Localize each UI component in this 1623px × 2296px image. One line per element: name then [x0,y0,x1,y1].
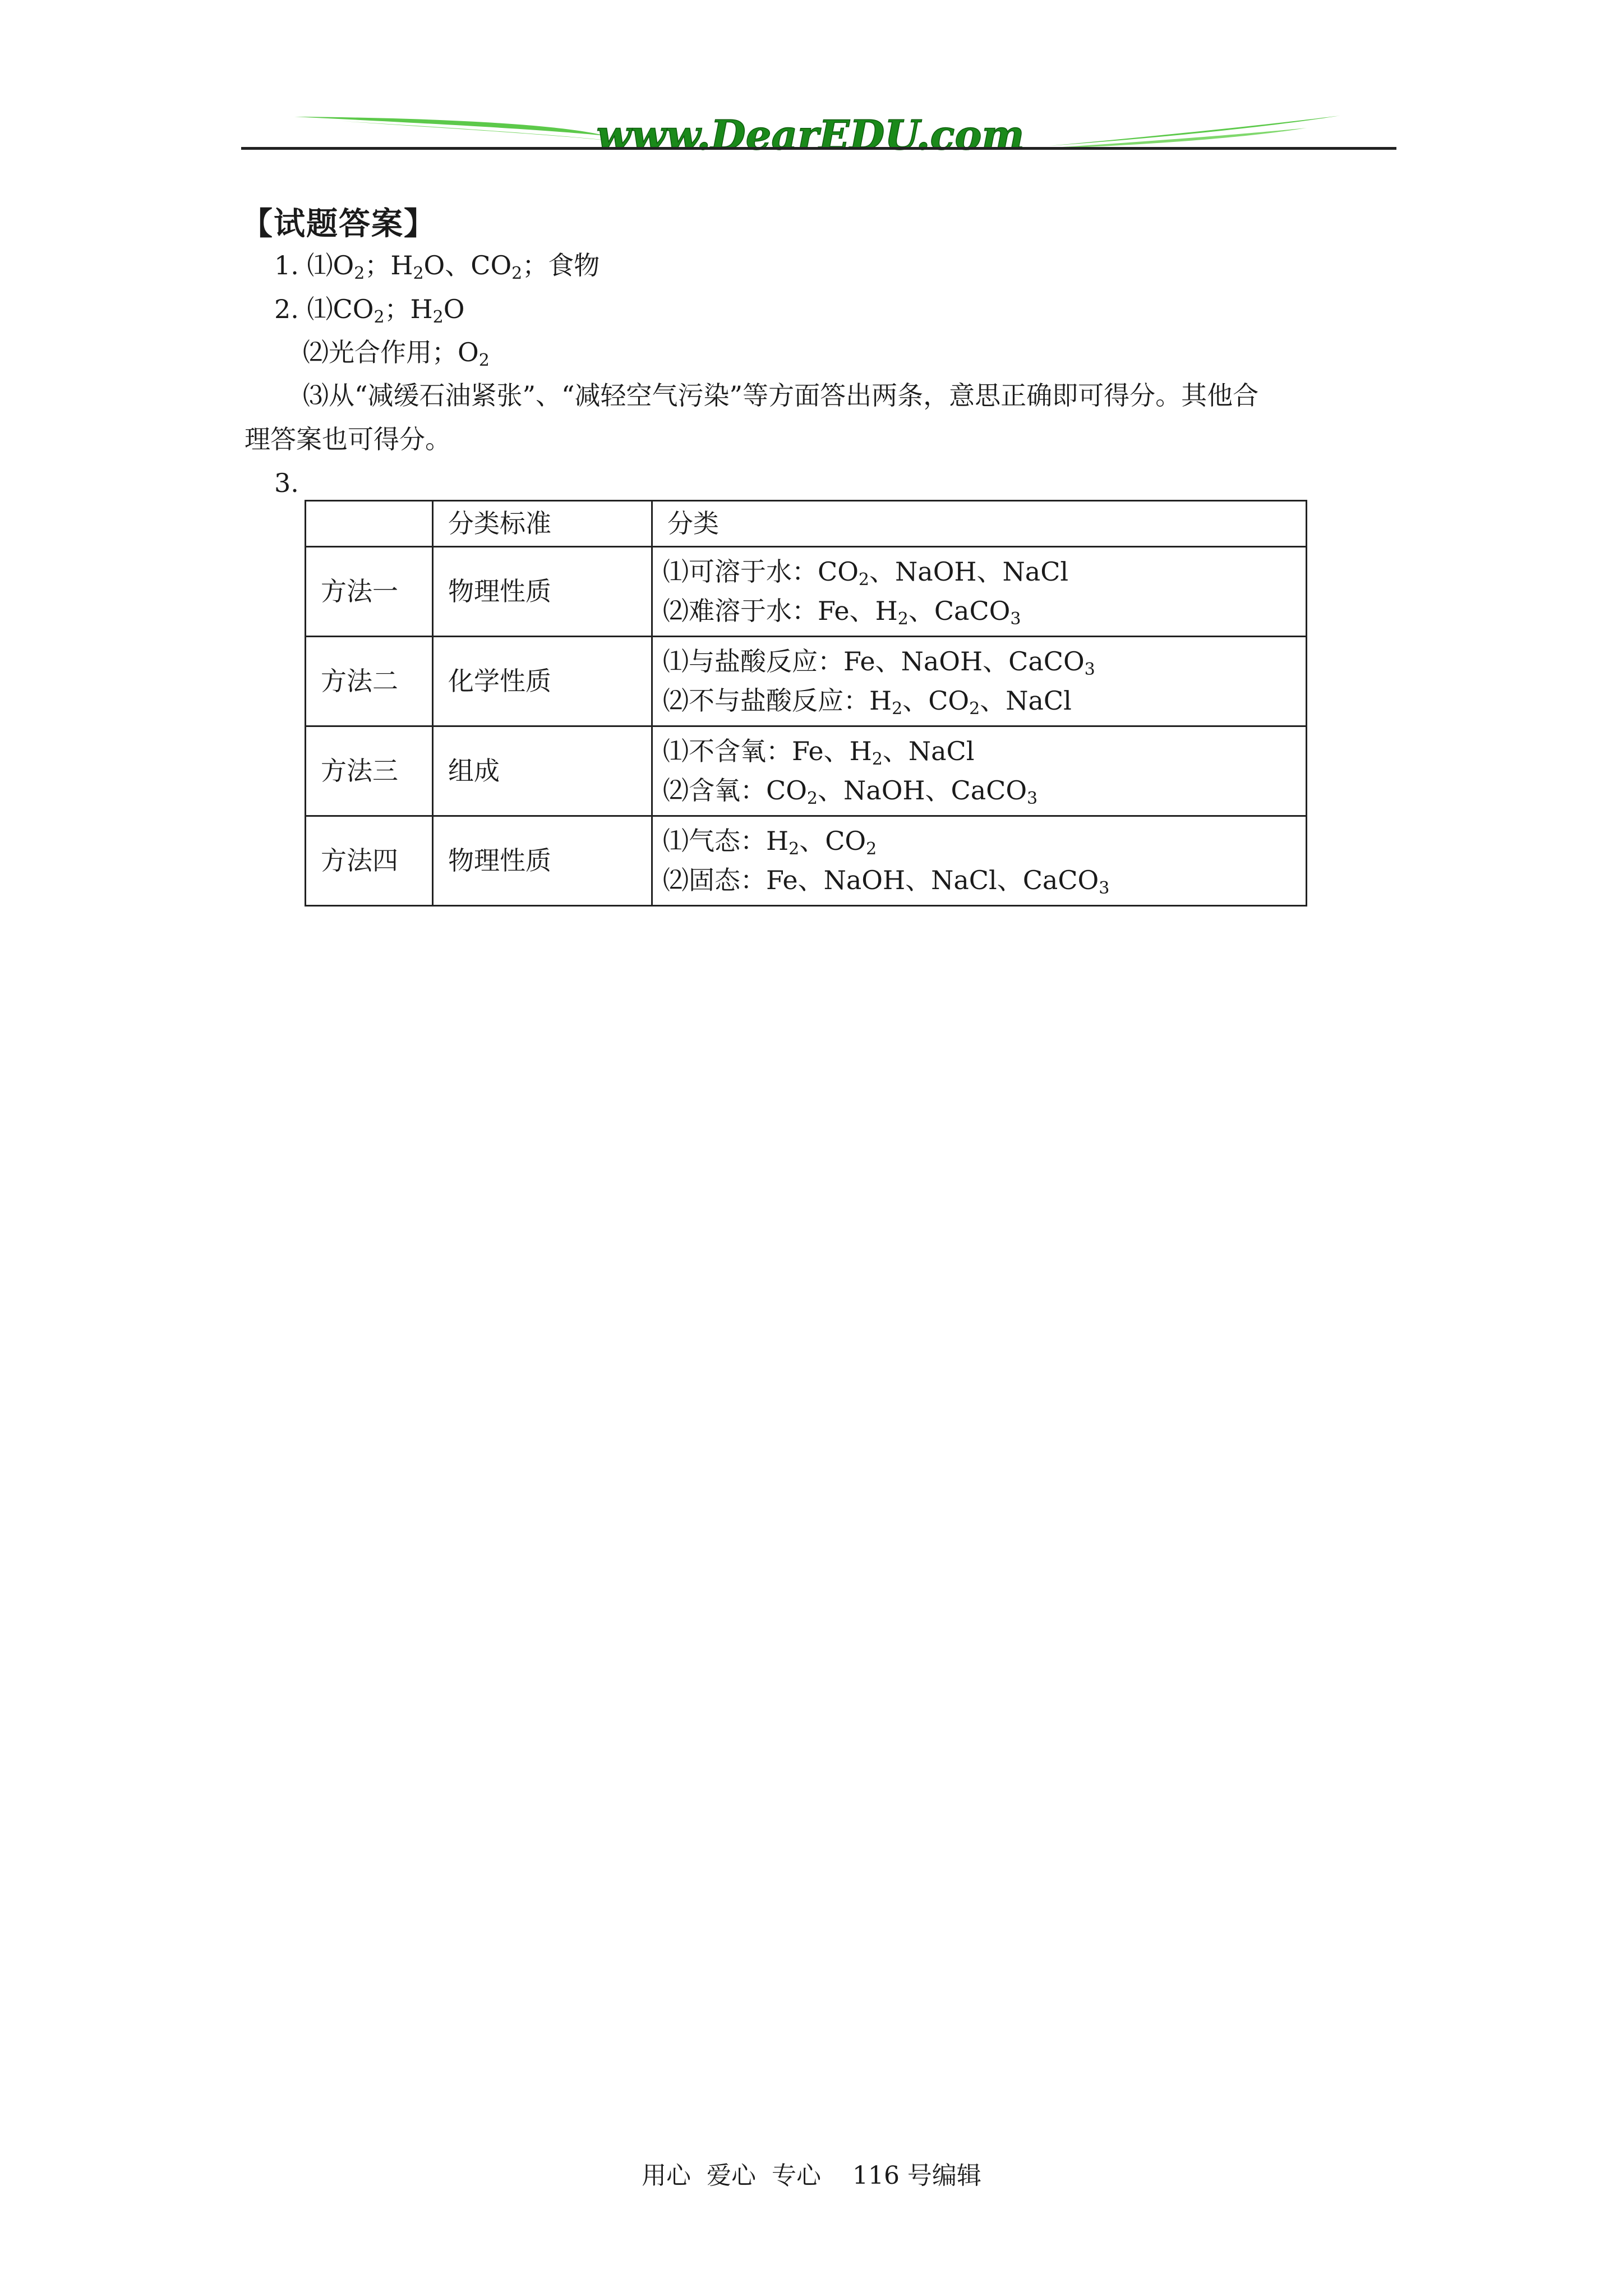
table-header-cell [306,501,433,547]
category-cell [652,816,1307,906]
category-line: ⑵不与盐酸反应：$H_2$、$CO_2$、NaCl [663,685,1072,719]
answer-2-part-3-line-1: ⑶从“减缓石油紧张”、“减轻空气污染”等方面答出两条，意思正确即可得分。其他合 [303,380,1259,411]
category-line: ⑴不含氧：Fe、$H_2$、NaCl [663,736,975,769]
standard-cell: 物理性质 [433,816,652,906]
table-row [306,816,1307,906]
standard-cell: 化学性质 [433,637,652,726]
table-row [306,726,1307,816]
logo-swoosh-right-under [1026,128,1307,149]
category-line: ⑵难溶于水：Fe、$H_2$、CaCO$_3$ [663,595,1021,629]
method-cell: 方法三 [306,726,433,816]
method-cell: 方法二 [306,637,433,726]
answer-2-part-2: ⑵光合作用；$O_2$ [303,337,490,370]
category-line: ⑴与盐酸反应：Fe、NaOH、CaCO$_3$ [663,646,1095,679]
logo-text: www.DearEDU.com [596,111,1025,159]
standard-cell: 组成 [433,726,652,816]
category-cell [652,637,1307,726]
section-title: 【试题答案】 [241,206,436,242]
category-cell [652,726,1307,816]
header-rule [241,147,1396,150]
answer-2-part-1: 2. $⑴CO_2$；$H_2O$ [274,294,465,327]
category-cell [652,547,1307,637]
deareedu-logo [241,101,1402,163]
category-line: ⑵固态：Fe、NaOH、NaCl、CaCO$_3$ [663,864,1110,898]
classification-table [305,500,1307,907]
logo-swoosh-left [294,117,606,136]
method-cell: 方法一 [306,547,433,637]
logo-swoosh-right [1049,116,1340,146]
method-cell: 方法四 [306,816,433,906]
table-header-cell: 分类标准 [433,501,652,547]
category-line: ⑴气态：$H_2$、$CO_2$ [663,826,877,859]
table-row [306,637,1307,726]
category-line: ⑵含氧：$CO_2$、NaOH、CaCO$_3$ [663,775,1038,808]
table-row [306,547,1307,637]
table-header-cell: 分类 [652,501,1307,547]
standard-cell: 物理性质 [433,547,652,637]
answer-3-number: 3. [274,468,299,498]
answer-2-part-3-line-2: 理答案也可得分。 [245,424,451,454]
page-footer: 用心 爱心 专心 116 号编辑 [642,2161,981,2190]
table-header-row [306,501,1307,547]
category-line: ⑴可溶于水：$CO_2$、NaOH、NaCl [663,556,1069,590]
answer-1: 1. $⑴O_2$；$H_2O$、$CO_2$；食物 [274,250,600,283]
